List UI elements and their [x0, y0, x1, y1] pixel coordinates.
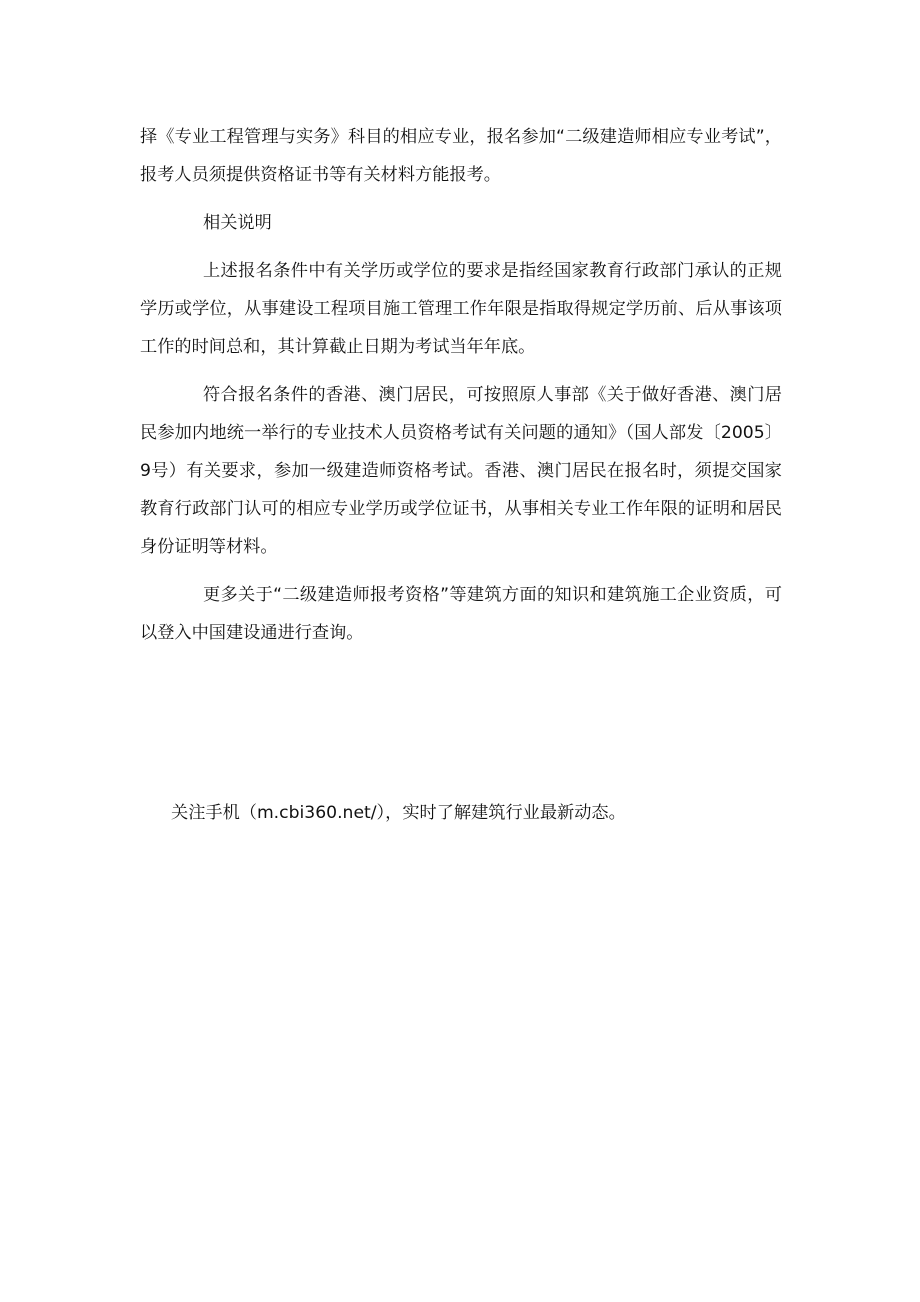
paragraph-exam-subject: 择《专业工程管理与实务》科目的相应专业，报名参加“二级建造师相应专业考试”，报考人员须提供资格证书等有关材料方能报考。	[140, 127, 782, 185]
paragraph-education-requirements: 上述报名条件中有关学历或学位的要求是指经国家教育行政部门承认的正规学历或学位，从事建设工程项目施工管理工作年限是指取得规定学历前、后从事该项工作的时间总和，其计算截止日期为考试当年年底。	[140, 261, 782, 357]
section-heading-related-notes: 相关说明	[203, 213, 272, 233]
paragraph-more-info: 更多关于“二级建造师报考资格”等建筑方面的知识和建筑施工企业资质，可以登入中国建设通进行查询。	[140, 585, 782, 643]
mobile-site-footer-note: 关注手机（m.cbi360.net/），实时了解建筑行业最新动态。	[171, 803, 626, 823]
paragraph-hk-macau-residents: 符合报名条件的香港、澳门居民，可按照原人事部《关于做好香港、澳门居民参加内地统一举行的专业技术人员资格考试有关问题的通知》（国人部发〔2005〕9号）有关要求，参加一级建造师资格考试。香港、澳门居民在报名时，须提交国家教育行政部门认可的相应专业学历或学位证书，从事相关专业工作年限的证明和居民身份证明等材料。	[140, 385, 782, 557]
document-body	[140, 118, 782, 662]
